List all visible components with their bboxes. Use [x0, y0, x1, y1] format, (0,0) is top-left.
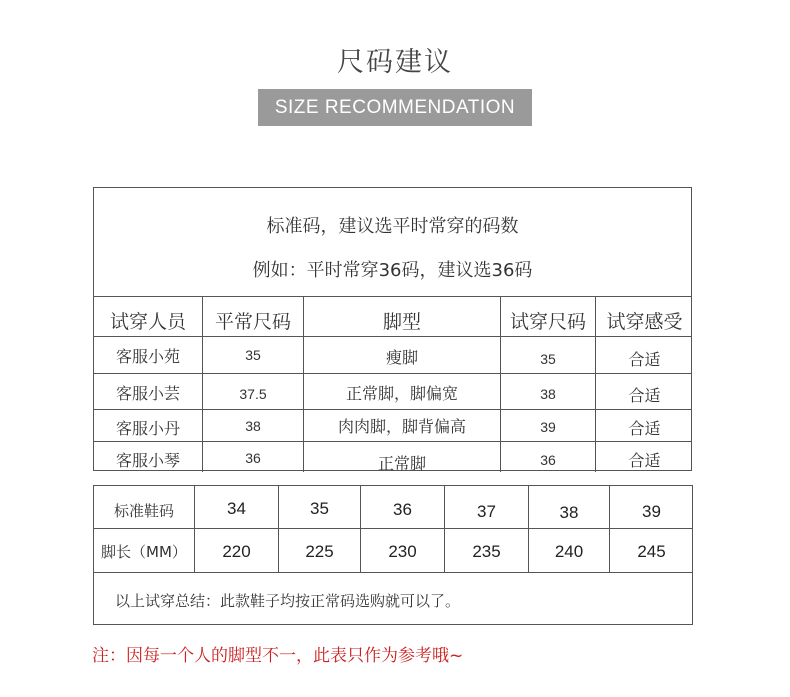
table-cell-trial-size: 36 — [540, 452, 556, 468]
column-header: 试穿感受 — [606, 311, 683, 333]
size-value: 36 — [393, 500, 412, 519]
table-cell-foot-type: 肉肉脚，脚背偏高 — [337, 417, 466, 436]
row-label-length: 脚长（MM） — [101, 543, 187, 561]
table-cell-trial-size: 38 — [540, 386, 556, 402]
table-divider — [94, 336, 691, 337]
table-cell-name: 客服小芸 — [115, 384, 180, 403]
table-cell-usual-size: 35 — [245, 347, 261, 363]
length-value: 225 — [305, 542, 334, 561]
table-divider — [94, 572, 692, 573]
table-cell-usual-size: 38 — [245, 418, 261, 434]
table-cell-feeling: 合适 — [628, 451, 661, 470]
intro-line-2: 例如：平时常穿36码，建议选36码 — [252, 260, 533, 281]
column-header: 脚型 — [382, 311, 421, 333]
size-summary: 以上试穿总结：此款鞋子均按正常码选购就可以了。 — [115, 592, 461, 610]
page-title: 尺码建议 — [337, 47, 453, 78]
table-cell-usual-size: 37.5 — [239, 386, 267, 402]
table-cell-name: 客服小丹 — [115, 419, 180, 438]
table-divider — [94, 528, 692, 529]
size-value: 39 — [642, 502, 661, 521]
table-cell-feeling: 合适 — [628, 350, 661, 369]
length-value: 240 — [554, 542, 584, 561]
table-cell-foot-type: 瘦脚 — [385, 348, 418, 367]
table-cell-foot-type: 正常脚 — [377, 454, 426, 473]
column-header: 试穿人员 — [109, 311, 186, 333]
table-cell-usual-size: 36 — [245, 450, 261, 466]
table-cell-feeling: 合适 — [628, 419, 661, 438]
table-cell-foot-type: 正常脚，脚偏宽 — [345, 384, 458, 403]
column-header: 平常尺码 — [214, 311, 291, 333]
table-divider — [94, 296, 691, 297]
size-value: 34 — [227, 499, 246, 518]
table-divider — [94, 409, 691, 410]
length-value: 220 — [222, 542, 251, 561]
table-cell-trial-size: 39 — [540, 419, 556, 435]
column-header: 试穿尺码 — [509, 311, 586, 333]
table-divider — [94, 373, 691, 374]
size-value: 35 — [310, 499, 329, 518]
table-cell-name: 客服小苑 — [115, 347, 180, 366]
page-subtitle-banner: SIZE RECOMMENDATION — [258, 89, 532, 126]
length-value: 235 — [472, 542, 501, 561]
length-value: 230 — [388, 542, 417, 561]
table-divider — [94, 441, 691, 442]
table-cell-trial-size: 35 — [540, 351, 556, 367]
size-value: 37 — [477, 502, 496, 521]
table-cell-feeling: 合适 — [628, 386, 661, 405]
length-value: 245 — [637, 542, 666, 561]
table-cell-name: 客服小琴 — [115, 451, 180, 470]
trial-table — [93, 187, 692, 471]
disclaimer-note: 注：因每一个人的脚型不一，此表只作为参考哦~ — [92, 646, 464, 666]
row-label-size: 标准鞋码 — [113, 502, 174, 520]
intro-line-1: 标准码，建议选平时常穿的码数 — [266, 216, 519, 237]
size-table — [93, 485, 693, 625]
size-value: 38 — [559, 503, 579, 522]
